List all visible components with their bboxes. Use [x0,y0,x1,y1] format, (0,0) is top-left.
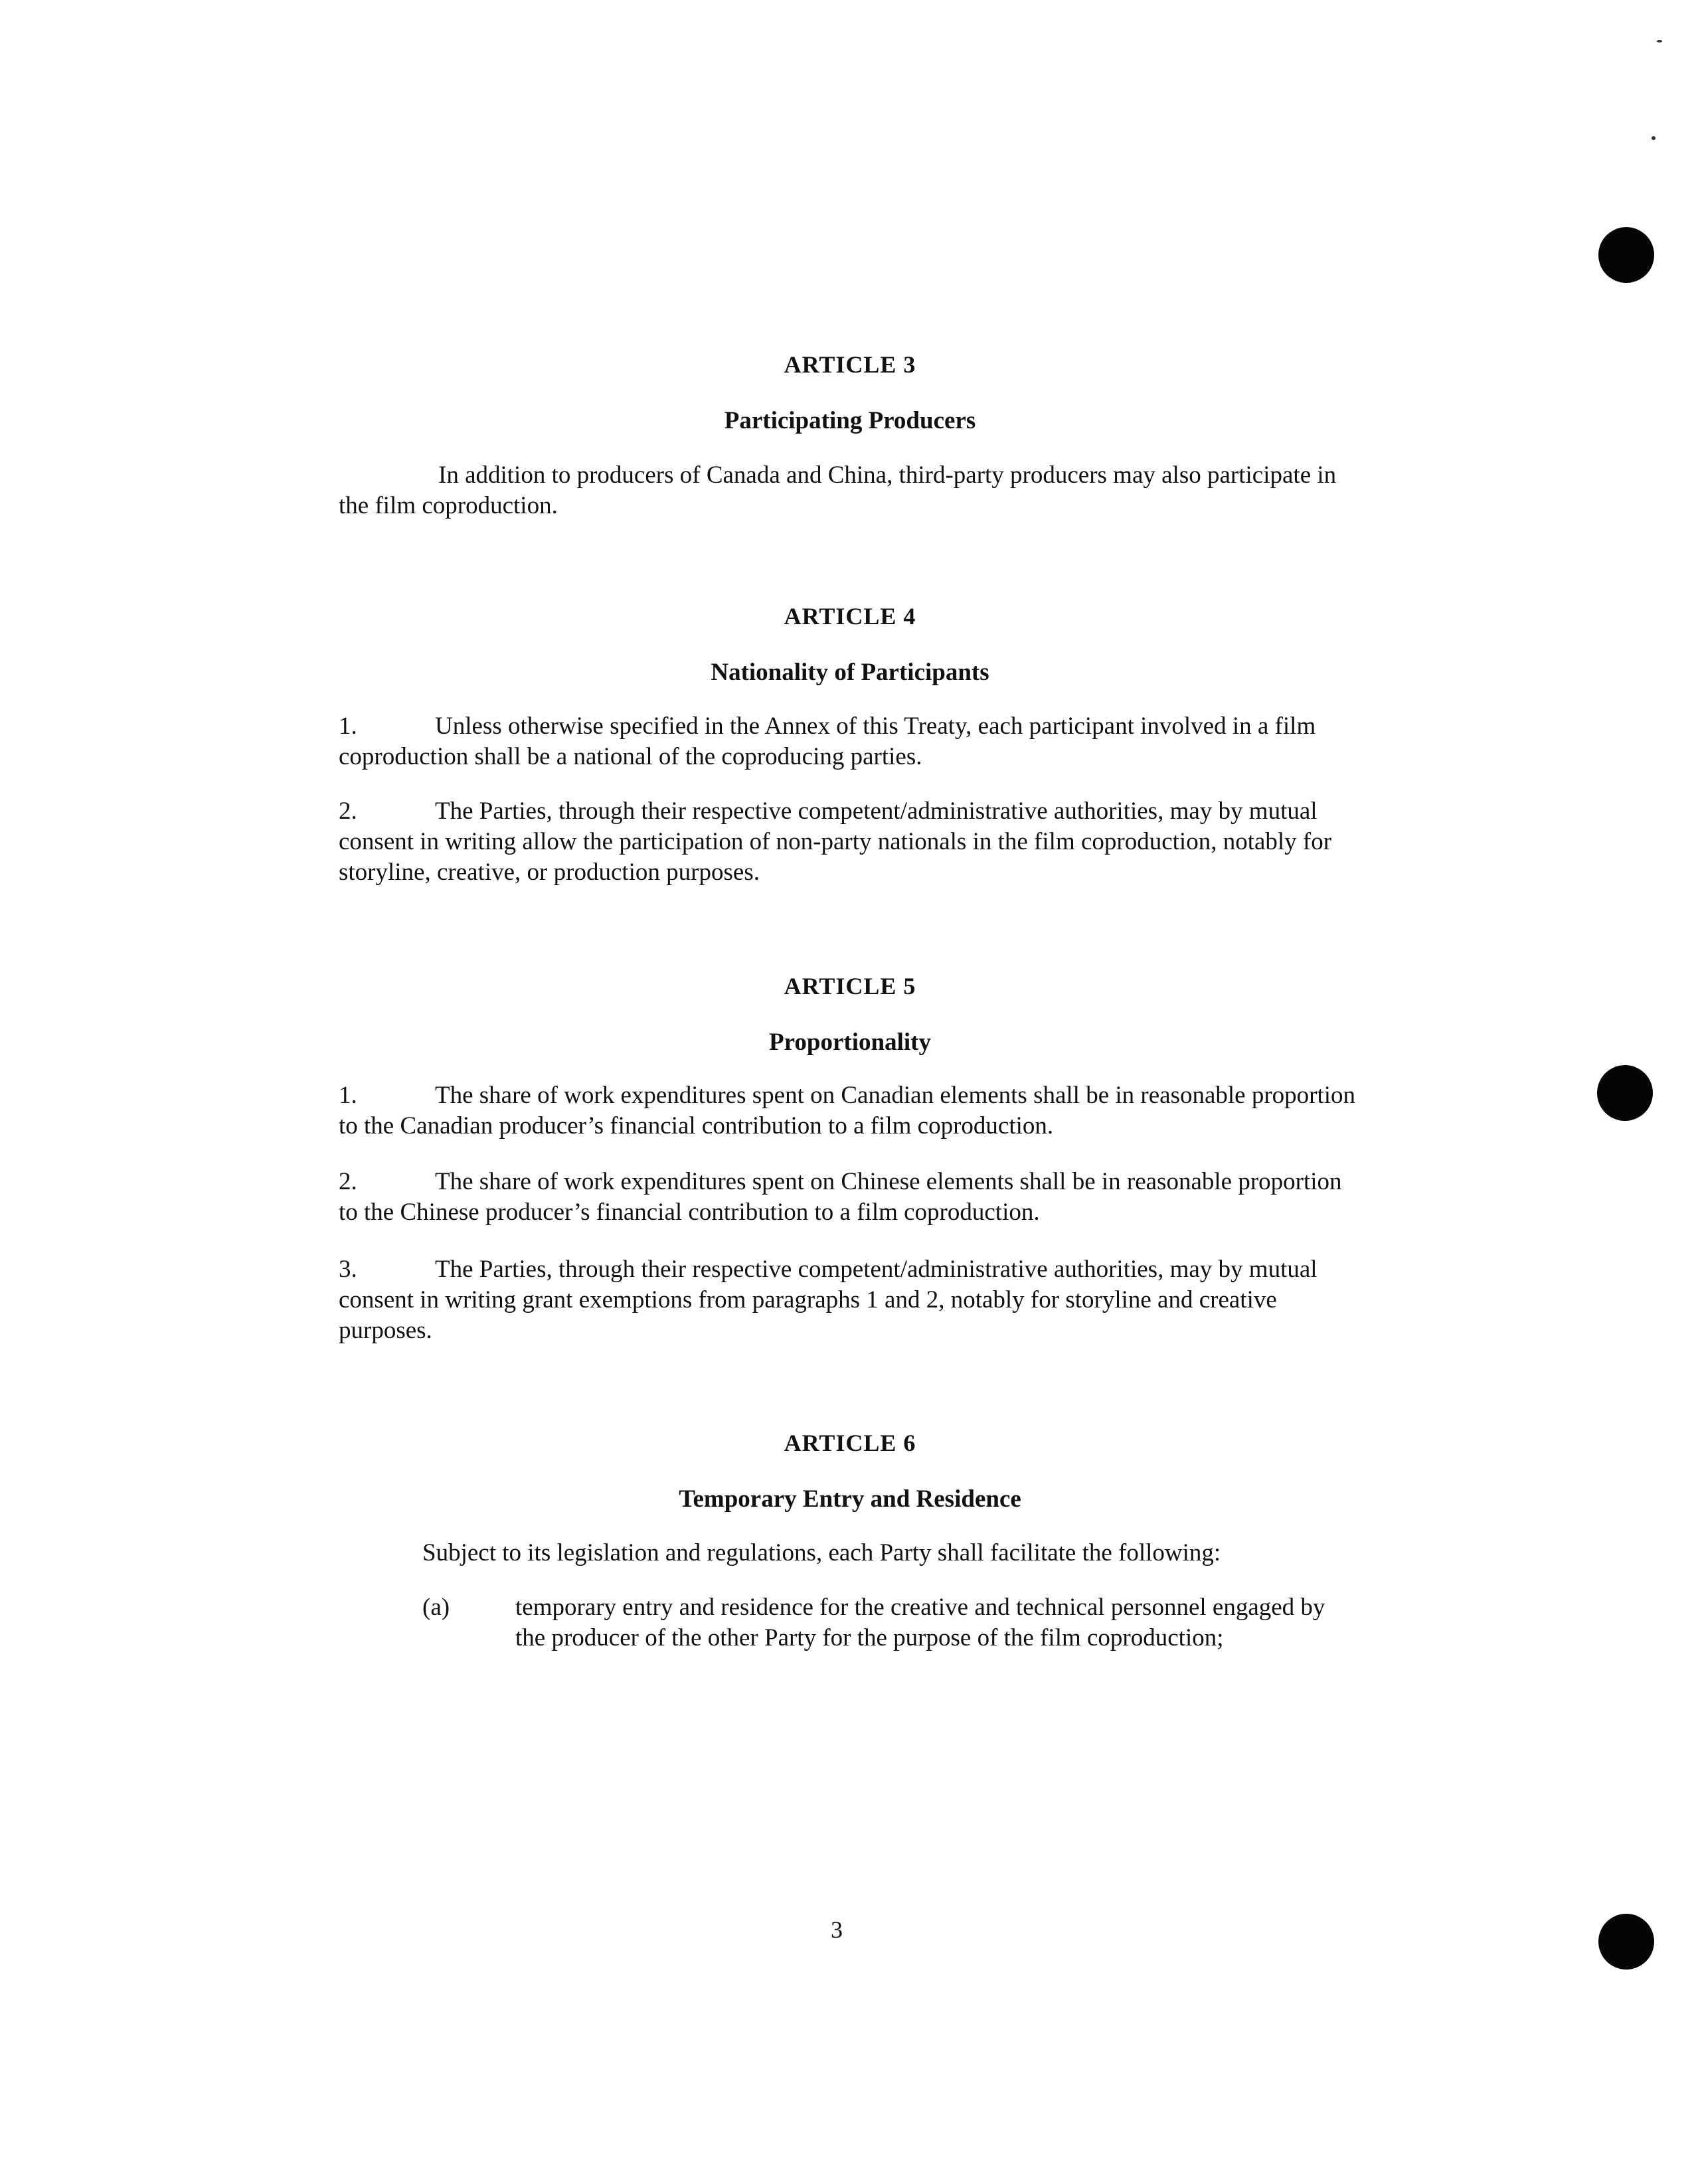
article-3-paragraph [339,460,1361,521]
scan-speck [1657,40,1662,42]
paragraph-text: Unless otherwise specified in the Annex of this Treaty, each participant involved in a film coproduction shall be a national of the coproducing parties. [339,713,1316,770]
punch-hole-bottom [1598,1914,1654,1970]
article-3-title: Participating Producers [724,407,976,434]
article-5-title: Proportionality [769,1029,931,1056]
article-6-intro [422,1538,1352,1568]
page-number: 3 [831,1916,843,1943]
article-5-paragraph-3 [339,1254,1361,1346]
article-4-heading: ARTICLE 4 [784,603,916,630]
article-4-paragraph-1 [339,711,1361,772]
paragraph-text: In addition to producers of Canada and China, third-party producers may also participate in the film coproduction. [339,462,1337,519]
paragraph-text: The Parties, through their respective competent/administrative authorities, may by mutual consent in writing grant exemptions from paragraphs 1 and 2, notably for storyline and creative purposes. [339,1256,1318,1344]
article-5-paragraph-1 [339,1080,1361,1141]
paragraph-text: The share of work expenditures spent on Canadian elements shall be in reasonable proportion to the Canadian producer’s financial contribution to a film coproduction. [339,1082,1356,1139]
paragraph-number: 3. [339,1256,357,1283]
article-6-heading: ARTICLE 6 [784,1430,916,1456]
article-5-heading: ARTICLE 5 [784,973,916,999]
article-4-title: Nationality of Participants [711,659,989,686]
article-5-paragraph-2 [339,1167,1361,1228]
article-6-item-a [422,1592,1352,1653]
article-4-paragraph-2 [339,796,1361,888]
paragraph-number: 1. [339,1082,357,1109]
paragraph-number: 1. [339,713,357,740]
punch-hole-top [1598,227,1654,283]
item-label: (a) [422,1594,450,1621]
paragraph-text: The Parties, through their respective competent/administrative authorities, may by mutual consent in writing allow the participation of non-party nationals in the film coproduction, notably for storyline, creative, or production purposes. [339,798,1332,886]
paragraph-number: 2. [339,798,357,825]
scan-speck [1652,136,1656,140]
paragraph-text: The share of work expenditures spent on Chinese elements shall be in reasonable proportion to the Chinese producer’s financial contribution to a film coproduction. [339,1168,1342,1226]
paragraph-number: 2. [339,1168,357,1195]
punch-hole-middle [1597,1065,1653,1121]
item-text: temporary entry and residence for the creative and technical personnel engaged by the producer of the other Party for the purpose of the film coproduction; [515,1594,1325,1651]
paragraph-text: Subject to its legislation and regulations, each Party shall facilitate the following: [422,1539,1221,1566]
article-3-heading: ARTICLE 3 [784,351,916,378]
article-6-title: Temporary Entry and Residence [679,1485,1021,1513]
